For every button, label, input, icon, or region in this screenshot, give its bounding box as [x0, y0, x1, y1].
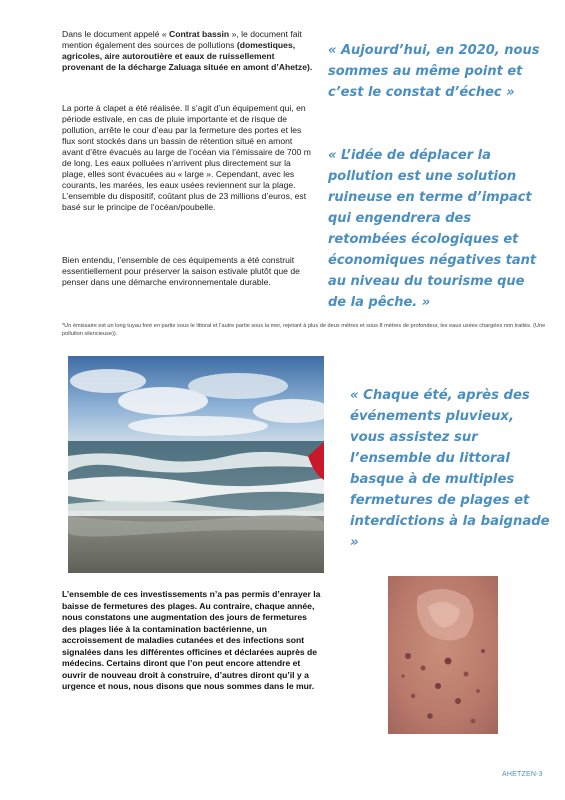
page-number: AHETZEN-3 — [502, 771, 543, 778]
skin-condition-photo — [388, 576, 498, 734]
quote-summer: « Chaque été, après des événements pluvieux, vous assistez sur l’ensemble du littoral basque à de multiples fermetures de plages et interdictions à la baignade » — [350, 388, 550, 550]
ocean-beach-photo — [68, 356, 324, 573]
quote-pollution: « L’idée de déplacer la pollution est une solution ruineuse en terme d’impact qui engendrera des retombées écologiques et économiques négatives tant au niveau du tourisme que de la pêche. » — [328, 148, 537, 310]
skin-rash-illustration — [388, 576, 498, 734]
bottom-paragraph: L’ensemble de ces investissements n’a pas permis d’enrayer la baisse de fermetures des plages. Au contraire, chaque année, nous constatons une augmentation des jours de fermetures des plages liée à la contamination bactérienne, un accroissement de maladies cutanées et des infections sont signalées dans les différentes officines et déclarées auprès de médecins. Certains diront que l’on peut encore attendre et ouvrir de nouveau droit à construire, d’autres diront qu’il y a urgence et nous, nous disons que nous sommes dans le mur. — [62, 589, 321, 691]
porte-clapet-paragraph: La porte à clapet a été réalisée. Il s’agit d’un équipement qui, en période estivale, en cas de pluie importante et de risque de pollution, arrête le cour d’eau par la fermeture des portes et les flux sont stockés dans un bassin de rétention situé en amont avant d’être évacués au large de l’océan via l’émissaire de 700 m de long. Les eaux polluées n’arrivent plus directement sur la plage, elles sont évacuées au « large ». Cependant, avec les courants, les marées, les eaux usées reviennent sur la plage. L’ensemble du dispositif, coûtant plus de 23 millions d’euros, est basé sur le principe de l’océan/poubelle. — [62, 103, 311, 212]
pollution-sources: (domestiques, agricoles, aire autoroutière et eaux de ruissellement provenant de la décharge Zaluaga située en amont d’Ahetze). — [62, 40, 313, 72]
intro-paragraph: Dans le document appelé « Contrat bassin », le document fait mention également des sources de pollutions (domestiques, agricoles, aire autoroutière et eaux de ruissellement provenant de la décharge Zaluaga située en amont d’Ahetze). — [62, 29, 313, 72]
ocean-beach-illustration — [68, 356, 324, 573]
footnote: *Un émissaire est un long tuyau foré en partie sous le littoral et l’autre partie sous la mer, rejetant à plus de deux mètres et sous 8 mètres de profondeur, les eaux usées chargées non traités. (Une pollution silencieuse)). — [62, 323, 546, 337]
contrat-bassin-term: Contrat bassin — [169, 29, 230, 39]
quote-2020: « Aujourd’hui, en 2020, nous sommes au même point et c’est le constat d’échec » — [328, 43, 540, 100]
conclusion-paragraph: Bien entendu, l’ensemble de ces équipements a été construit essentiellement pour préserver la saison estivale plutôt que de penser dans une démarche environnementale durable. — [62, 255, 300, 287]
